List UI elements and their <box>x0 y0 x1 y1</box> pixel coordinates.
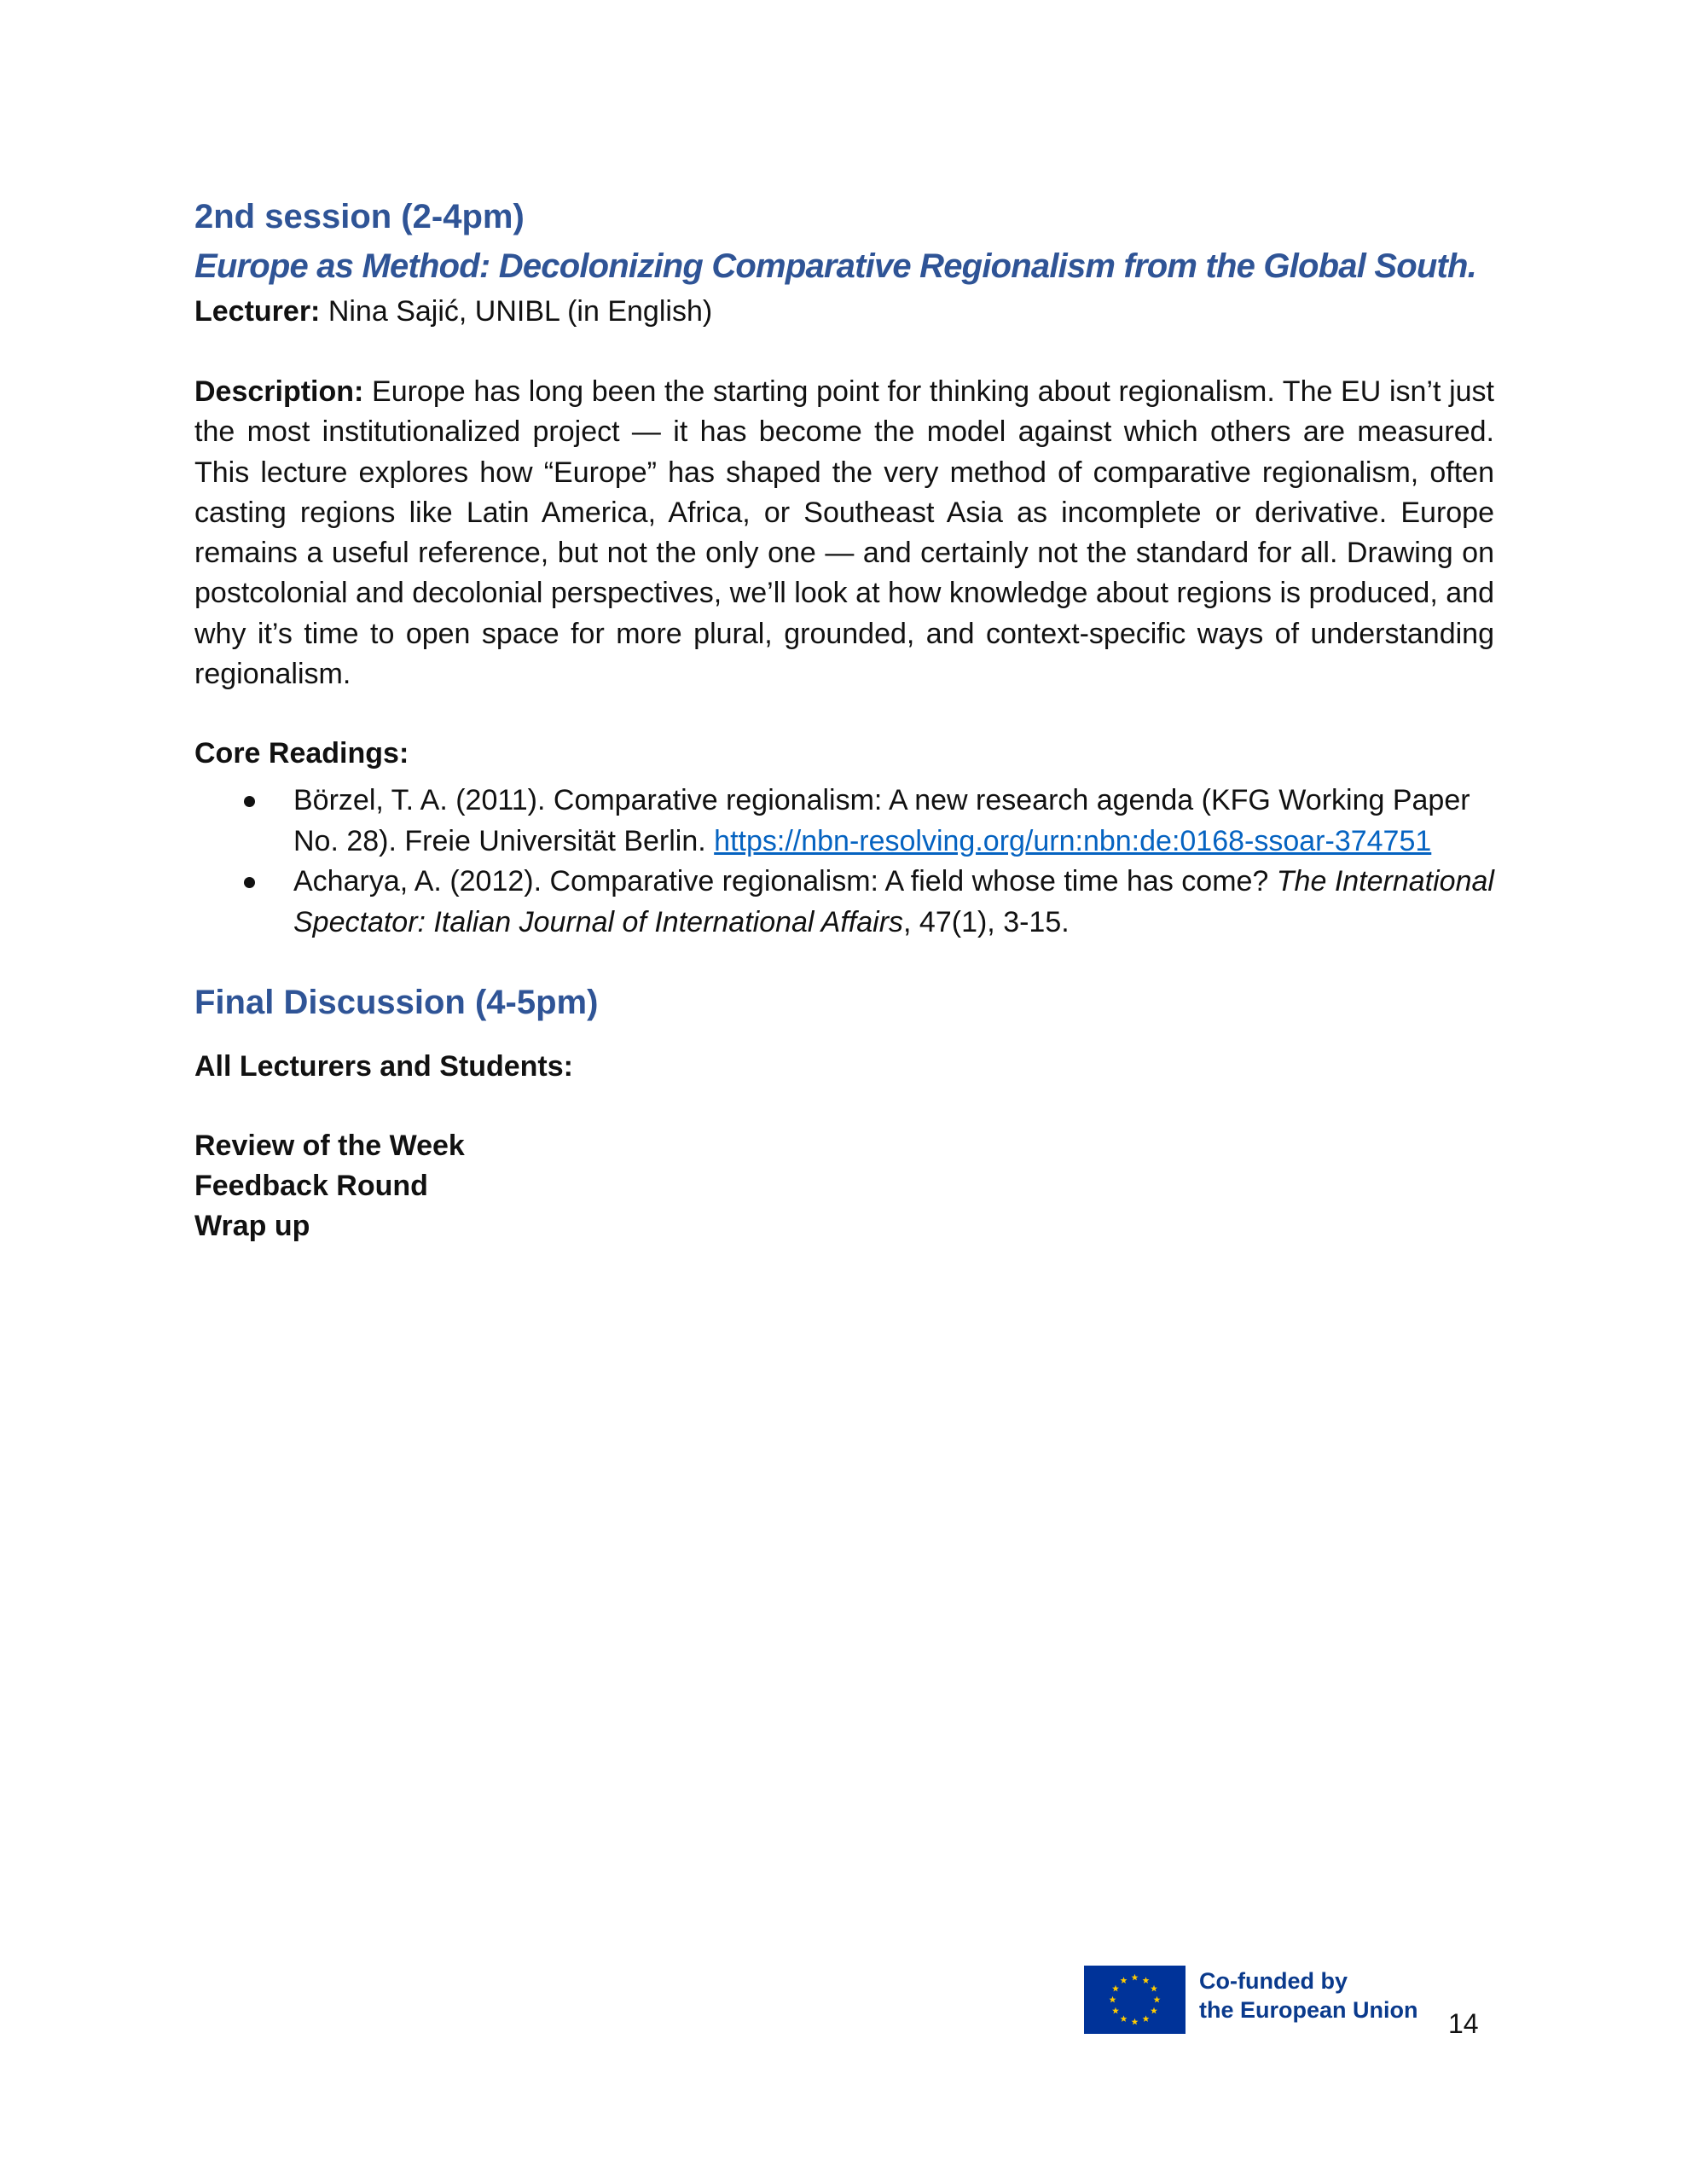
reading-citation: Börzel, T. A. (2011). Comparative regionalism: A new research agenda (KFG Working Paper No. 28). Freie Universität Berlin. <box>293 784 1470 857</box>
lecturer-value: Nina Sajić, UNIBL (in English) <box>320 295 713 328</box>
eu-star-icon <box>1154 1996 1161 2003</box>
reading-journal-title: The International Spectator: Italian Journal of International Affairs <box>293 865 1494 938</box>
lecturer-line <box>194 292 1494 332</box>
cofunded-line-1: Co-funded by <box>1199 1968 1348 1994</box>
eu-flag-icon <box>1084 1966 1186 2034</box>
eu-star-icon <box>1110 1996 1116 2003</box>
agenda-item: Feedback Round <box>194 1170 428 1203</box>
agenda-list <box>194 1126 1494 1246</box>
reading-citation-end: , 47(1), 3-15. <box>903 905 1070 938</box>
readings-list <box>194 781 1494 943</box>
eu-star-icon <box>1121 2015 1128 2022</box>
final-discussion-heading: Final Discussion (4-5pm) <box>194 984 599 1022</box>
bullet-icon <box>244 877 255 888</box>
participants-label: All Lecturers and Students: <box>194 1050 573 1083</box>
description-paragraph <box>194 372 1494 694</box>
eu-star-icon <box>1143 2015 1150 2022</box>
eu-star-icon <box>1132 1974 1139 1981</box>
agenda-item: Wrap up <box>194 1210 310 1243</box>
reading-item <box>194 862 1494 943</box>
session-title: Europe as Method: Decolonizing Comparative Regionalism from the Global South. <box>194 247 1476 285</box>
eu-star-icon <box>1112 1985 1119 1992</box>
eu-star-icon <box>1112 2007 1119 2014</box>
eu-star-icon <box>1151 2007 1157 2014</box>
reading-item <box>194 781 1494 862</box>
lecturer-label: Lecturer: <box>194 295 321 328</box>
cofunded-text <box>1199 1966 1418 2024</box>
eu-star-icon <box>1121 1977 1128 1984</box>
description-label: Description: <box>194 375 364 408</box>
eu-star-icon <box>1132 2018 1139 2025</box>
page-content <box>194 193 1494 1246</box>
core-readings-label: Core Readings: <box>194 737 409 770</box>
reading-citation: Acharya, A. (2012). Comparative regionalism: A field whose time has come? <box>293 865 1277 898</box>
eu-star-icon <box>1143 1977 1150 1984</box>
agenda-item: Review of the Week <box>194 1130 465 1163</box>
reading-link[interactable]: https://nbn-resolving.org/urn:nbn:de:0168-ssoar-374751 <box>714 824 1432 857</box>
bullet-icon <box>244 796 255 807</box>
cofunded-line-2: the European Union <box>1199 1997 1418 2023</box>
page-number: 14 <box>1448 2008 1479 2039</box>
session-heading: 2nd session (2-4pm) <box>194 198 525 235</box>
eu-star-icon <box>1151 1985 1157 1992</box>
description-text: Europe has long been the starting point for thinking about regionalism. The EU isn’t just the most institutionalized project — it has become the model against which others are measured. This lecture explores how “Europe” has shaped the very method of comparative regionalism, often casting regions like Latin America, Africa, or Southeast Asia as incomplete or derivative. Europe remains a useful reference, but not the only one — and certainly not the standard for all. Drawing on postcolonial and decolonial perspectives, we’ll look at how knowledge about regions is produced, and why it’s time to open space for more plural, grounded, and context-specific ways of understanding regionalism. <box>194 375 1494 691</box>
eu-stars-icon <box>1084 1966 1186 2034</box>
